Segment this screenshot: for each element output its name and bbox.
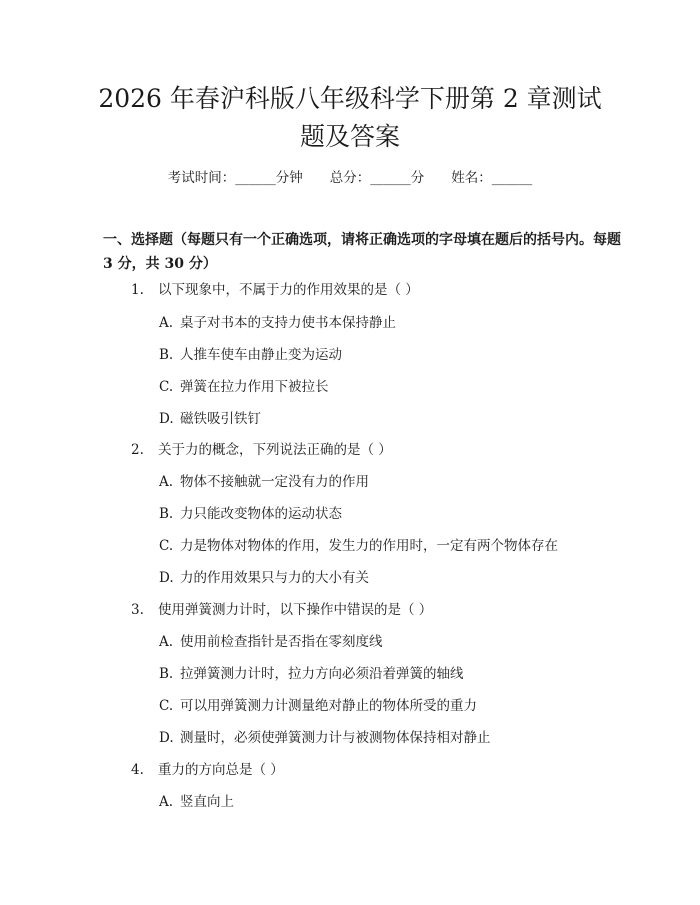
question-text: 重力的方向总是（ ） bbox=[158, 762, 284, 778]
document-title: 2026 年春沪科版八年级科学下册第 2 章测试题及答案 bbox=[98, 84, 602, 151]
answer-option bbox=[159, 472, 639, 492]
option-letter: A. bbox=[159, 634, 174, 650]
question-stem bbox=[131, 280, 631, 300]
exam-info-line: 考试时间：______分钟 总分：______分 姓名：______ bbox=[167, 170, 533, 186]
question-text: 使用弹簧测力计时，以下操作中错误的是（ ） bbox=[158, 602, 433, 618]
answer-option bbox=[159, 568, 639, 588]
answer-option bbox=[159, 728, 639, 748]
answer-option bbox=[159, 536, 639, 556]
option-text: 弹簧在拉力作用下被拉长 bbox=[180, 379, 329, 395]
option-text: 竖直向上 bbox=[180, 794, 234, 810]
option-text: 使用前检查指针是否指在零刻度线 bbox=[180, 634, 383, 650]
option-text: 桌子对书本的支持力使书本保持静止 bbox=[180, 315, 396, 331]
answer-option bbox=[159, 504, 639, 524]
option-letter: D. bbox=[159, 730, 174, 746]
option-letter: A. bbox=[159, 474, 174, 490]
option-text: 力是物体对物体的作用，发生力的作用时，一定有两个物体存在 bbox=[180, 538, 558, 554]
answer-option bbox=[159, 409, 639, 429]
answer-option bbox=[159, 696, 639, 716]
option-text: 磁铁吸引铁钉 bbox=[180, 411, 261, 427]
section-heading: 一、选择题（每题只有一个正确选项，请将正确选项的字母填在题后的括号内。每题 3 分，共 30 分） bbox=[103, 232, 621, 272]
question-number: 3. bbox=[131, 602, 144, 618]
option-letter: A. bbox=[159, 315, 174, 331]
option-letter: B. bbox=[159, 666, 174, 682]
option-letter: C. bbox=[159, 379, 174, 395]
question-stem bbox=[131, 760, 631, 780]
answer-option bbox=[159, 313, 639, 333]
option-letter: D. bbox=[159, 570, 174, 586]
option-letter: C. bbox=[159, 538, 174, 554]
question-stem bbox=[131, 440, 631, 460]
question-stem bbox=[131, 600, 631, 620]
option-letter: B. bbox=[159, 506, 174, 522]
option-text: 人推车使车由静止变为运动 bbox=[180, 347, 342, 363]
question-number: 2. bbox=[131, 442, 144, 458]
option-text: 测量时，必须使弹簧测力计与被测物体保持相对静止 bbox=[180, 730, 491, 746]
option-letter: A. bbox=[159, 794, 174, 810]
answer-option bbox=[159, 664, 639, 684]
question-text: 以下现象中，不属于力的作用效果的是（ ） bbox=[158, 282, 419, 298]
option-text: 力的作用效果只与力的大小有关 bbox=[180, 570, 369, 586]
option-letter: C. bbox=[159, 698, 174, 714]
answer-option bbox=[159, 792, 639, 812]
question-number: 1. bbox=[131, 282, 144, 298]
option-letter: B. bbox=[159, 347, 174, 363]
answer-option bbox=[159, 632, 639, 652]
answer-option bbox=[159, 377, 639, 397]
option-text: 可以用弹簧测力计测量绝对静止的物体所受的重力 bbox=[180, 698, 477, 714]
answer-option bbox=[159, 345, 639, 365]
option-text: 力只能改变物体的运动状态 bbox=[180, 506, 342, 522]
option-text: 物体不接触就一定没有力的作用 bbox=[180, 474, 369, 490]
option-text: 拉弹簧测力计时，拉力方向必须沿着弹簧的轴线 bbox=[180, 666, 464, 682]
question-text: 关于力的概念，下列说法正确的是（ ） bbox=[158, 442, 392, 458]
question-number: 4. bbox=[131, 762, 144, 778]
option-letter: D. bbox=[159, 411, 174, 427]
